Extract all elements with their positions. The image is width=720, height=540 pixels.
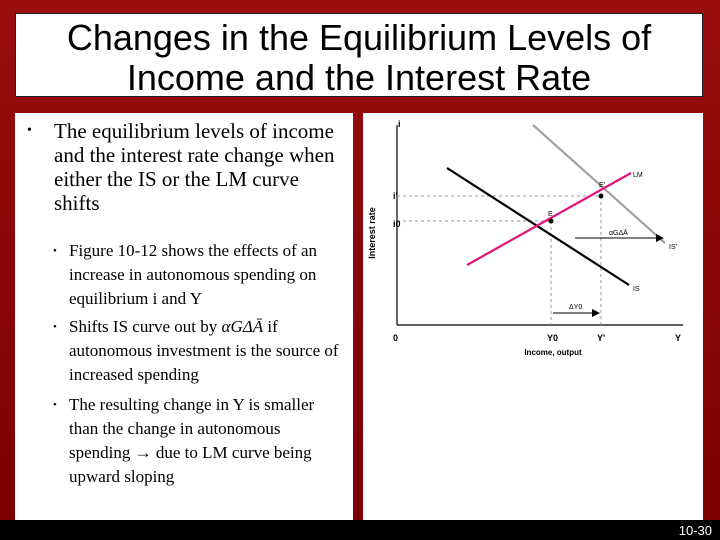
sub-bullet-1-text: Figure 10-12 shows the effects of an increase in autonomous spending on equilibrium i and Y [69, 241, 318, 308]
bullet-dot: • [27, 123, 32, 138]
i-prime-label: i' [393, 191, 398, 201]
y-axis-var: i [398, 119, 401, 129]
shift-label: αGΔĀ [609, 230, 628, 237]
sub-bullet-2-text [69, 315, 343, 387]
is-prime-label: IS' [669, 244, 677, 251]
bullet-dot: • [53, 321, 57, 333]
point-e-prime-label: E' [599, 182, 606, 189]
y-prime-label: Y' [597, 333, 606, 343]
equilibrium-point-e [549, 219, 554, 224]
shift-formula: αGΔĀ [221, 317, 264, 336]
sub-bullet-2-post: if autonomous investment is the source of increased spending [69, 317, 339, 384]
x-axis-label: Income, output [524, 348, 582, 357]
sub-bullet-2-pre: Shifts IS curve out by [69, 317, 222, 336]
footer-bar [0, 520, 720, 540]
diagram-panel [363, 113, 703, 520]
x-axis-var: Y [675, 333, 682, 343]
origin-label: 0 [393, 333, 399, 343]
bullet-dot: • [53, 399, 57, 411]
slide-number: 10-30 [678, 523, 712, 538]
title-box [15, 13, 703, 97]
bullet-dot: • [53, 245, 57, 257]
is-lm-diagram [363, 113, 703, 520]
equilibrium-point-e-prime [599, 194, 604, 199]
i0-label: i0 [393, 219, 401, 229]
lm-curve [467, 173, 631, 265]
main-bullet-text: The equilibrium levels of income and the interest rate change when either the IS or the LM curve shifts [54, 119, 335, 215]
y0-label: Y0 [547, 333, 559, 343]
slide-title: Changes in the Equilibrium Levels of Income and the Interest Rate [66, 17, 652, 98]
delta-y-label: ΔY0 [569, 304, 583, 311]
y-axis-label: Interest rate [367, 207, 377, 259]
point-e-label: E [548, 211, 553, 218]
lm-label: LM [633, 172, 643, 179]
sub-bullet-3-text: The resulting change in Y is smaller than the change in autonomous spending → due to LM curve being upward sloping [69, 395, 315, 486]
is-label: IS [633, 286, 640, 293]
text-panel [15, 113, 353, 520]
